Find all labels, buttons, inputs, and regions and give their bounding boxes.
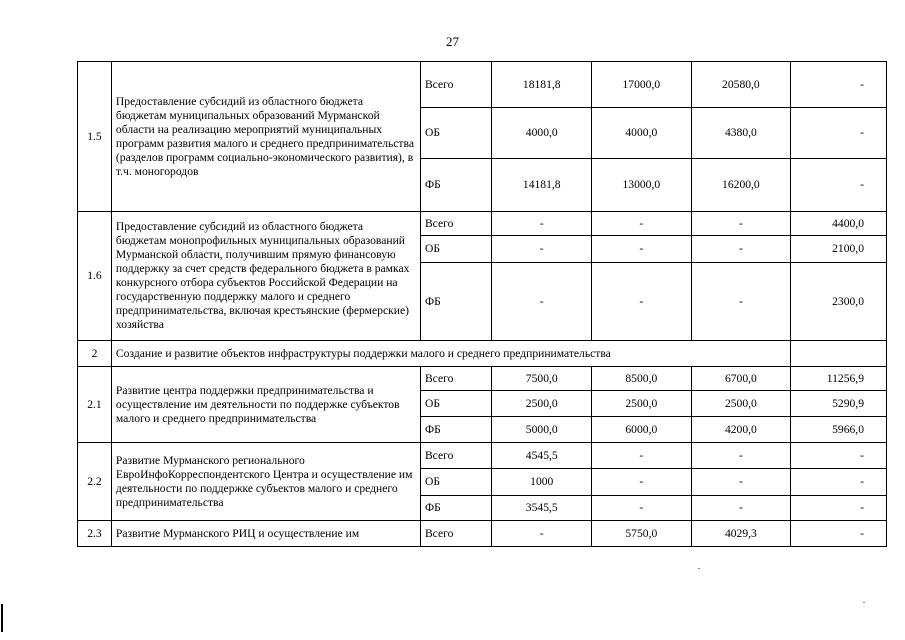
value-cell: 20580,0	[691, 62, 791, 108]
funding-source: Всего	[420, 212, 492, 236]
value-cell: 2500,0	[492, 391, 592, 417]
value-cell: 2100,0	[791, 236, 887, 263]
value-cell: -	[791, 62, 887, 108]
value-cell: 2500,0	[691, 391, 791, 417]
table-row	[78, 443, 887, 469]
value-cell: 5750,0	[592, 521, 692, 547]
value-cell: 2500,0	[592, 391, 692, 417]
value-cell: -	[691, 212, 791, 236]
row-description: Предоставление субсидий из областного бюджета бюджетам монопрофильных муниципальных образований Мурманской области, получившим прямую финансовую поддержку за счет средств федерального бюджета в рамках конкурсного отбора субъектов Российской Федерации на государственную поддержку малого и среднего предпринимательства, включая крестьянские (фермерские) хозяйства	[111, 212, 420, 341]
value-cell: -	[791, 496, 887, 521]
funding-source: ФБ	[420, 496, 492, 521]
scan-speck	[863, 602, 865, 603]
row-number: 2	[78, 341, 112, 367]
row-description: Развитие Мурманского РИЦ и осуществление им	[111, 521, 420, 547]
value-cell: -	[592, 469, 692, 496]
funding-source: ФБ	[420, 417, 492, 443]
funding-source: ОБ	[420, 391, 492, 417]
value-cell: 5290,9	[791, 391, 887, 417]
scan-speck	[698, 568, 700, 569]
page-number: 27	[446, 34, 459, 49]
value-cell: -	[492, 212, 592, 236]
value-cell: -	[691, 496, 791, 521]
funding-source: Всего	[420, 521, 492, 547]
value-cell: 13000,0	[592, 159, 692, 212]
row-number: 2.3	[78, 521, 112, 547]
value-cell: 8500,0	[592, 367, 692, 391]
funding-source: ОБ	[420, 469, 492, 496]
value-cell: -	[492, 521, 592, 547]
value-cell: 2300,0	[791, 263, 887, 341]
row-description: Развитие центра поддержки предпринимательства и осуществление им деятельности по поддержке субъектов малого и среднего предпринимательства	[111, 367, 420, 443]
row-number: 2.2	[78, 443, 112, 521]
value-cell: 17000,0	[592, 62, 692, 108]
value-cell: 4400,0	[791, 212, 887, 236]
value-cell: 7500,0	[492, 367, 592, 391]
value-cell: -	[592, 236, 692, 263]
value-cell: -	[592, 263, 692, 341]
scan-edge-mark	[1, 604, 3, 632]
table-row	[78, 62, 887, 108]
row-number: 1.6	[78, 212, 112, 341]
value-cell: 5966,0	[791, 417, 887, 443]
value-cell: 5000,0	[492, 417, 592, 443]
value-cell: -	[592, 496, 692, 521]
value-cell: 16200,0	[691, 159, 791, 212]
funding-source: ОБ	[420, 108, 492, 159]
table-row	[78, 367, 887, 391]
value-cell: 4029,3	[691, 521, 791, 547]
value-cell: -	[691, 263, 791, 341]
funding-source: ФБ	[420, 159, 492, 212]
value-cell: -	[691, 443, 791, 469]
value-cell: 11256,9	[791, 367, 887, 391]
value-cell: -	[492, 263, 592, 341]
value-cell: 4200,0	[691, 417, 791, 443]
value-cell: -	[592, 443, 692, 469]
value-cell: -	[791, 469, 887, 496]
section-row	[78, 341, 887, 367]
table-row	[78, 521, 887, 547]
section-title: Создание и развитие объектов инфраструктуры поддержки малого и среднего предпринимательства	[111, 341, 790, 367]
value-cell: 4380,0	[691, 108, 791, 159]
funding-source: Всего	[420, 443, 492, 469]
value-cell: 3545,5	[492, 496, 592, 521]
value-cell: -	[791, 159, 887, 212]
funding-source: ОБ	[420, 236, 492, 263]
funding-source: Всего	[420, 367, 492, 391]
row-number: 1.5	[78, 62, 112, 212]
value-cell: -	[492, 236, 592, 263]
budget-table	[77, 61, 887, 547]
row-description: Предоставление субсидий из областного бюджета бюджетам муниципальных образований Мурманской области на реализацию мероприятий муниципальных программ развития малого и среднего предпринимательства (разделов программ социально-экономического развития), в т.ч. моногородов	[111, 62, 420, 212]
row-number: 2.1	[78, 367, 112, 443]
value-cell: 4545,5	[492, 443, 592, 469]
value-cell: -	[791, 521, 887, 547]
value-cell: 1000	[492, 469, 592, 496]
value-cell: -	[791, 443, 887, 469]
value-cell: -	[791, 108, 887, 159]
value-cell: -	[691, 469, 791, 496]
value-cell: 18181,8	[492, 62, 592, 108]
row-description: Развитие Мурманского регионального ЕвроИнфоКорреспондентского Центра и осуществление им деятельности по поддержке субъектов малого и среднего предпринимательства	[111, 443, 420, 521]
funding-source: ФБ	[420, 263, 492, 341]
value-cell: 4000,0	[592, 108, 692, 159]
value-cell	[791, 341, 887, 367]
value-cell: 6700,0	[691, 367, 791, 391]
value-cell: -	[592, 212, 692, 236]
value-cell: -	[691, 236, 791, 263]
funding-source: Всего	[420, 62, 492, 108]
value-cell: 6000,0	[592, 417, 692, 443]
value-cell: 4000,0	[492, 108, 592, 159]
value-cell: 14181,8	[492, 159, 592, 212]
table-row	[78, 212, 887, 236]
